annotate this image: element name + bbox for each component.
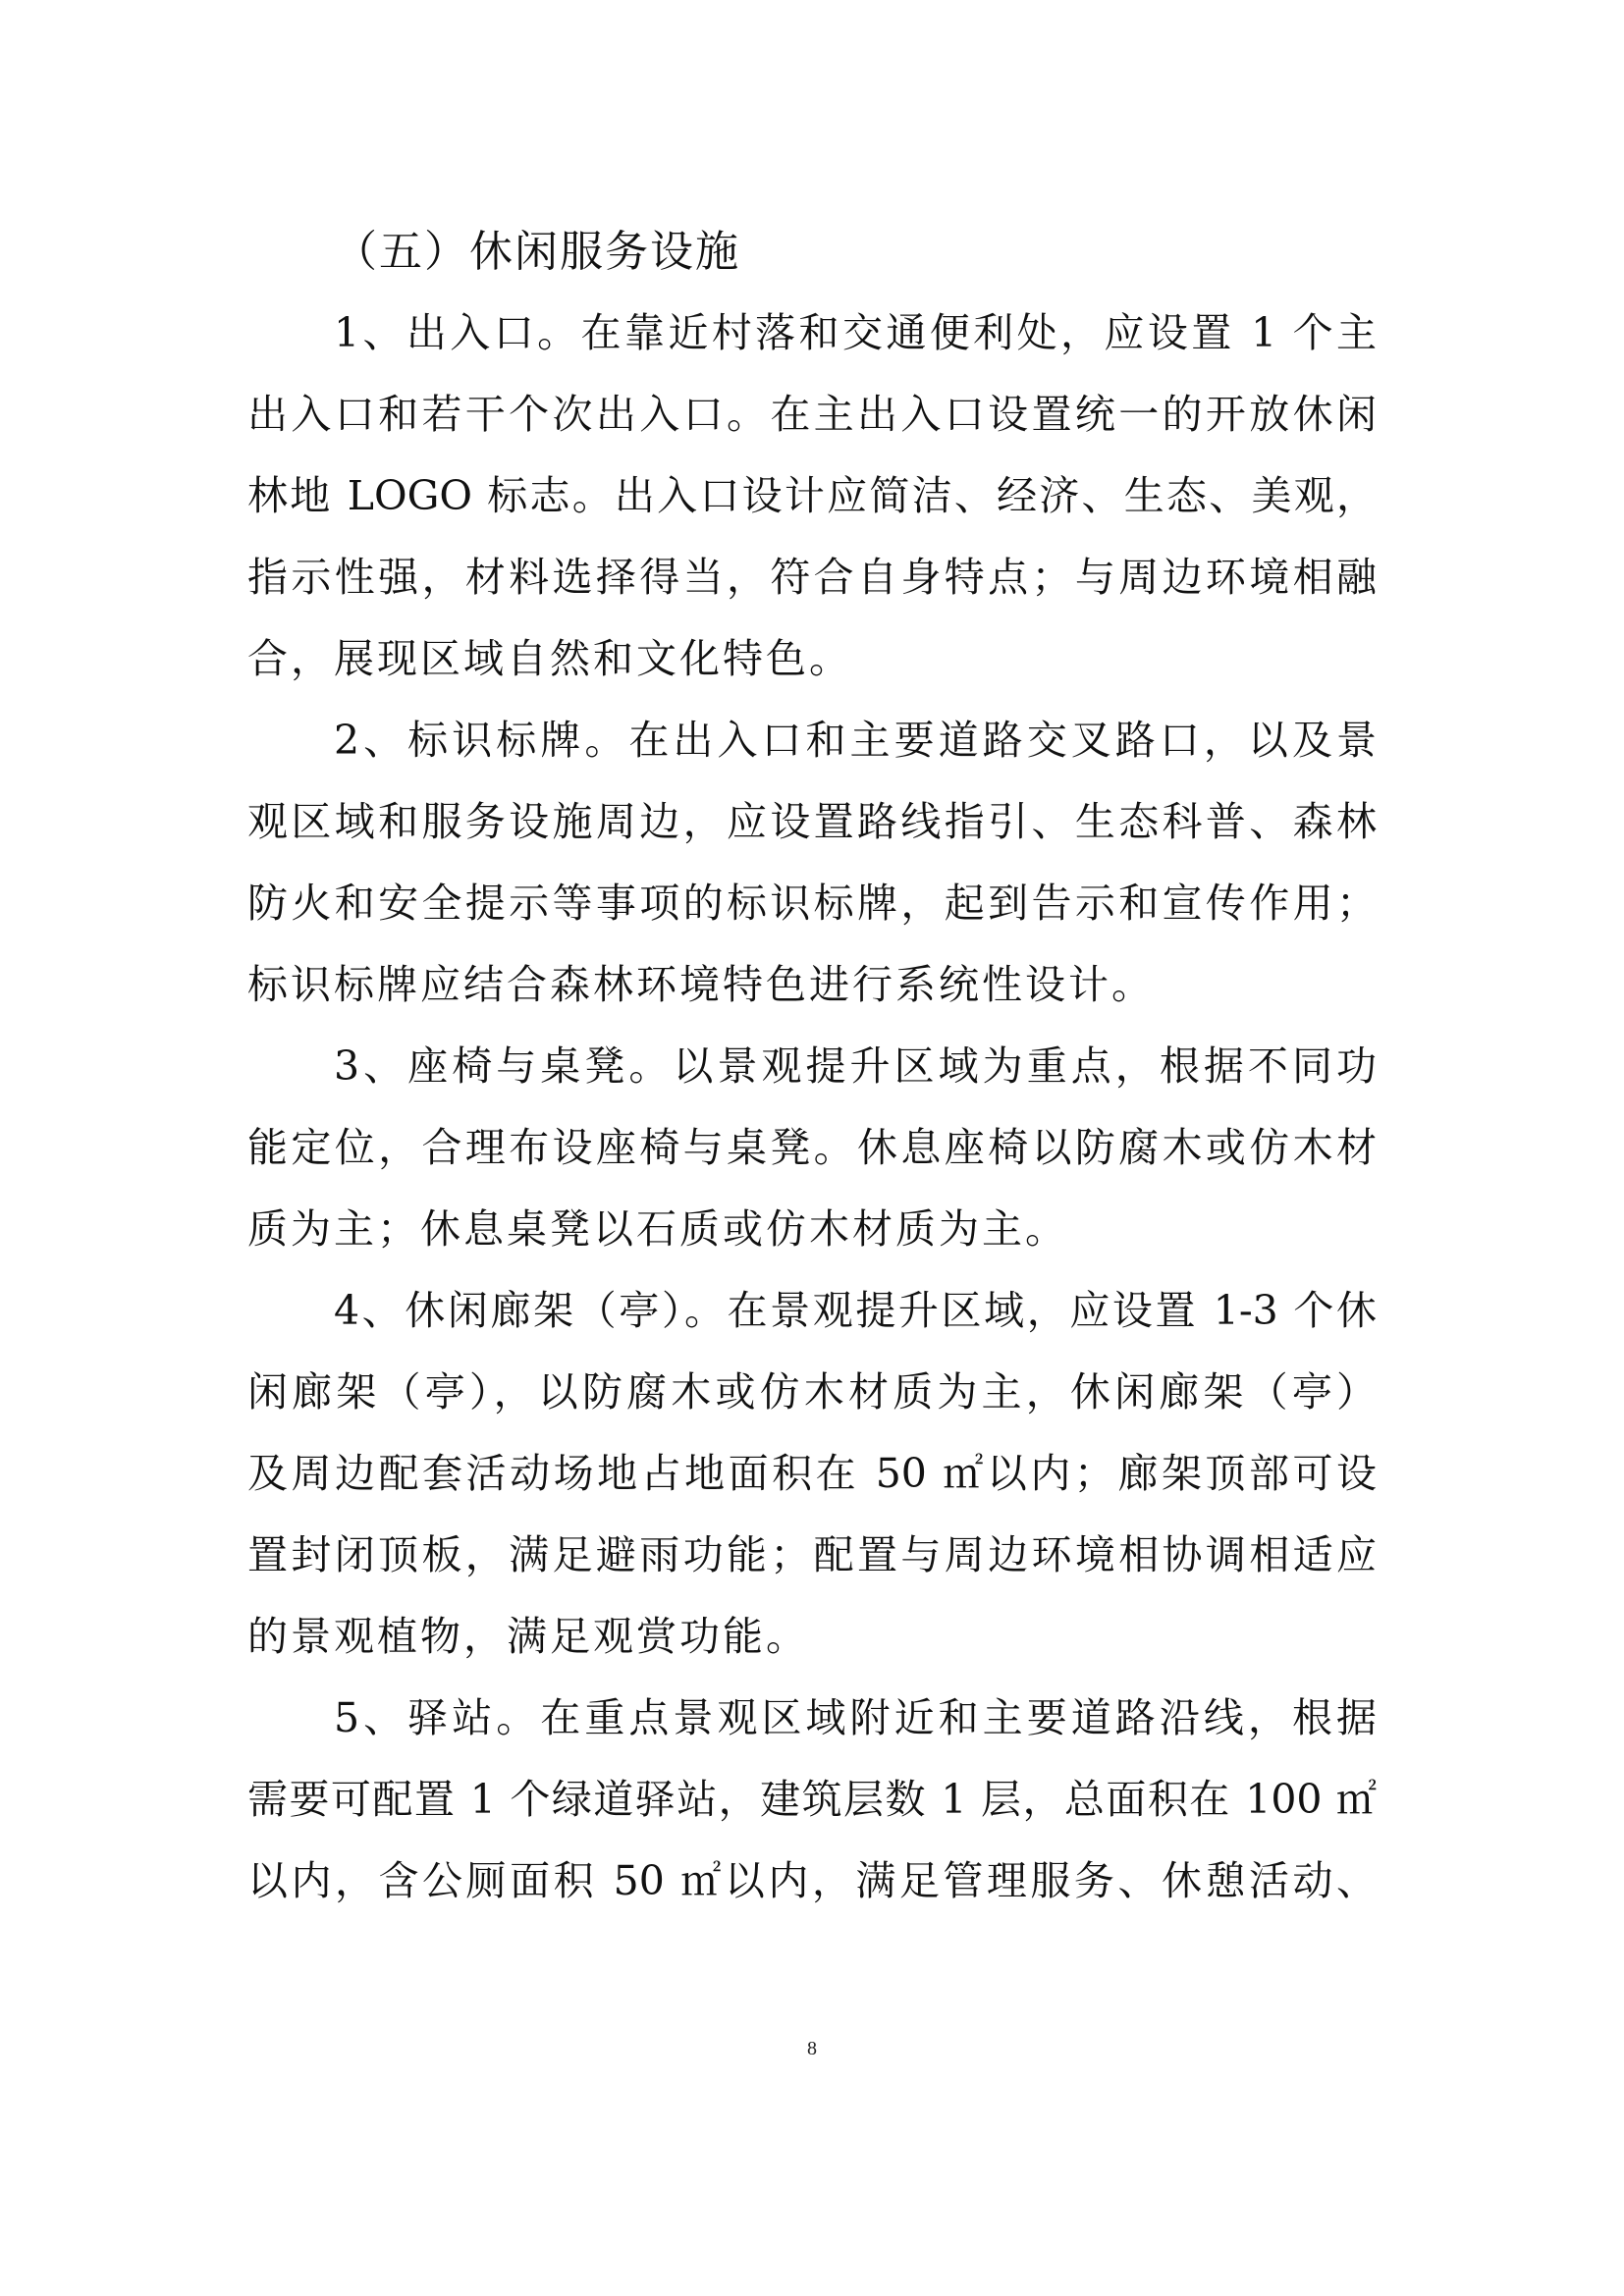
text-line: 防火和安全提示等事项的标识标牌，起到告示和宣传作用； [247,880,1377,927]
text-line: 林地 LOGO 标志。出入口设计应简洁、经济、生态、美观， [247,472,1377,519]
text-line: 需要可配置 1 个绿道驿站，建筑层数 1 层，总面积在 100 ㎡ [247,1776,1377,1823]
text-line: 置封闭顶板，满足避雨功能；配置与周边环境相协调相适应 [247,1531,1377,1578]
page-number: 8 [807,2038,817,2059]
section-heading: （五）休闲服务设施 [334,227,740,277]
text-line: 4、休闲廊架（亭）。在景观提升区域，应设置 1-3 个休 [334,1287,1377,1334]
text-line: 标识标牌应结合森林环境特色进行系统性设计。 [247,961,1155,1008]
paragraph-pavilion [247,1278,1377,1685]
body-text [247,300,1377,1930]
paragraph-seating [247,1034,1377,1278]
text-line: 观区域和服务设施周边，应设置路线指引、生态科普、森林 [247,798,1377,845]
text-line: 出入口和若干个次出入口。在主出入口设置统一的开放休闲 [247,391,1377,438]
text-line: 闲廊架（亭），以防腐木或仿木材质为主，休闲廊架（亭） [247,1368,1377,1415]
text-line: 合，展现区域自然和文化特色。 [247,635,852,682]
text-line: 以内，含公厕面积 50 ㎡以内，满足管理服务、休憩活动、 [247,1857,1377,1904]
text-line: 2、标识标牌。在出入口和主要道路交叉路口，以及景 [334,717,1377,764]
paragraph-station [247,1685,1377,1930]
text-line: 质为主；休息桌凳以石质或仿木材质为主。 [247,1205,1068,1253]
paragraph-entrance [247,300,1377,708]
text-line: 的景观植物，满足观赏功能。 [247,1613,809,1660]
text-line: 1、出入口。在靠近村落和交通便利处，应设置 1 个主 [334,309,1377,356]
paragraph-signage [247,708,1377,1034]
text-line: 能定位，合理布设座椅与桌凳。休息座椅以防腐木或仿木材 [247,1124,1377,1171]
text-line: 指示性强，材料选择得当，符合自身特点；与周边环境相融 [247,554,1377,601]
text-line: 5、驿站。在重点景观区域附近和主要道路沿线，根据 [334,1694,1377,1741]
text-line: 及周边配套活动场地占地面积在 50 ㎡以内；廊架顶部可设 [247,1450,1377,1497]
text-line: 3、座椅与桌凳。以景观提升区域为重点，根据不同功 [334,1042,1377,1090]
